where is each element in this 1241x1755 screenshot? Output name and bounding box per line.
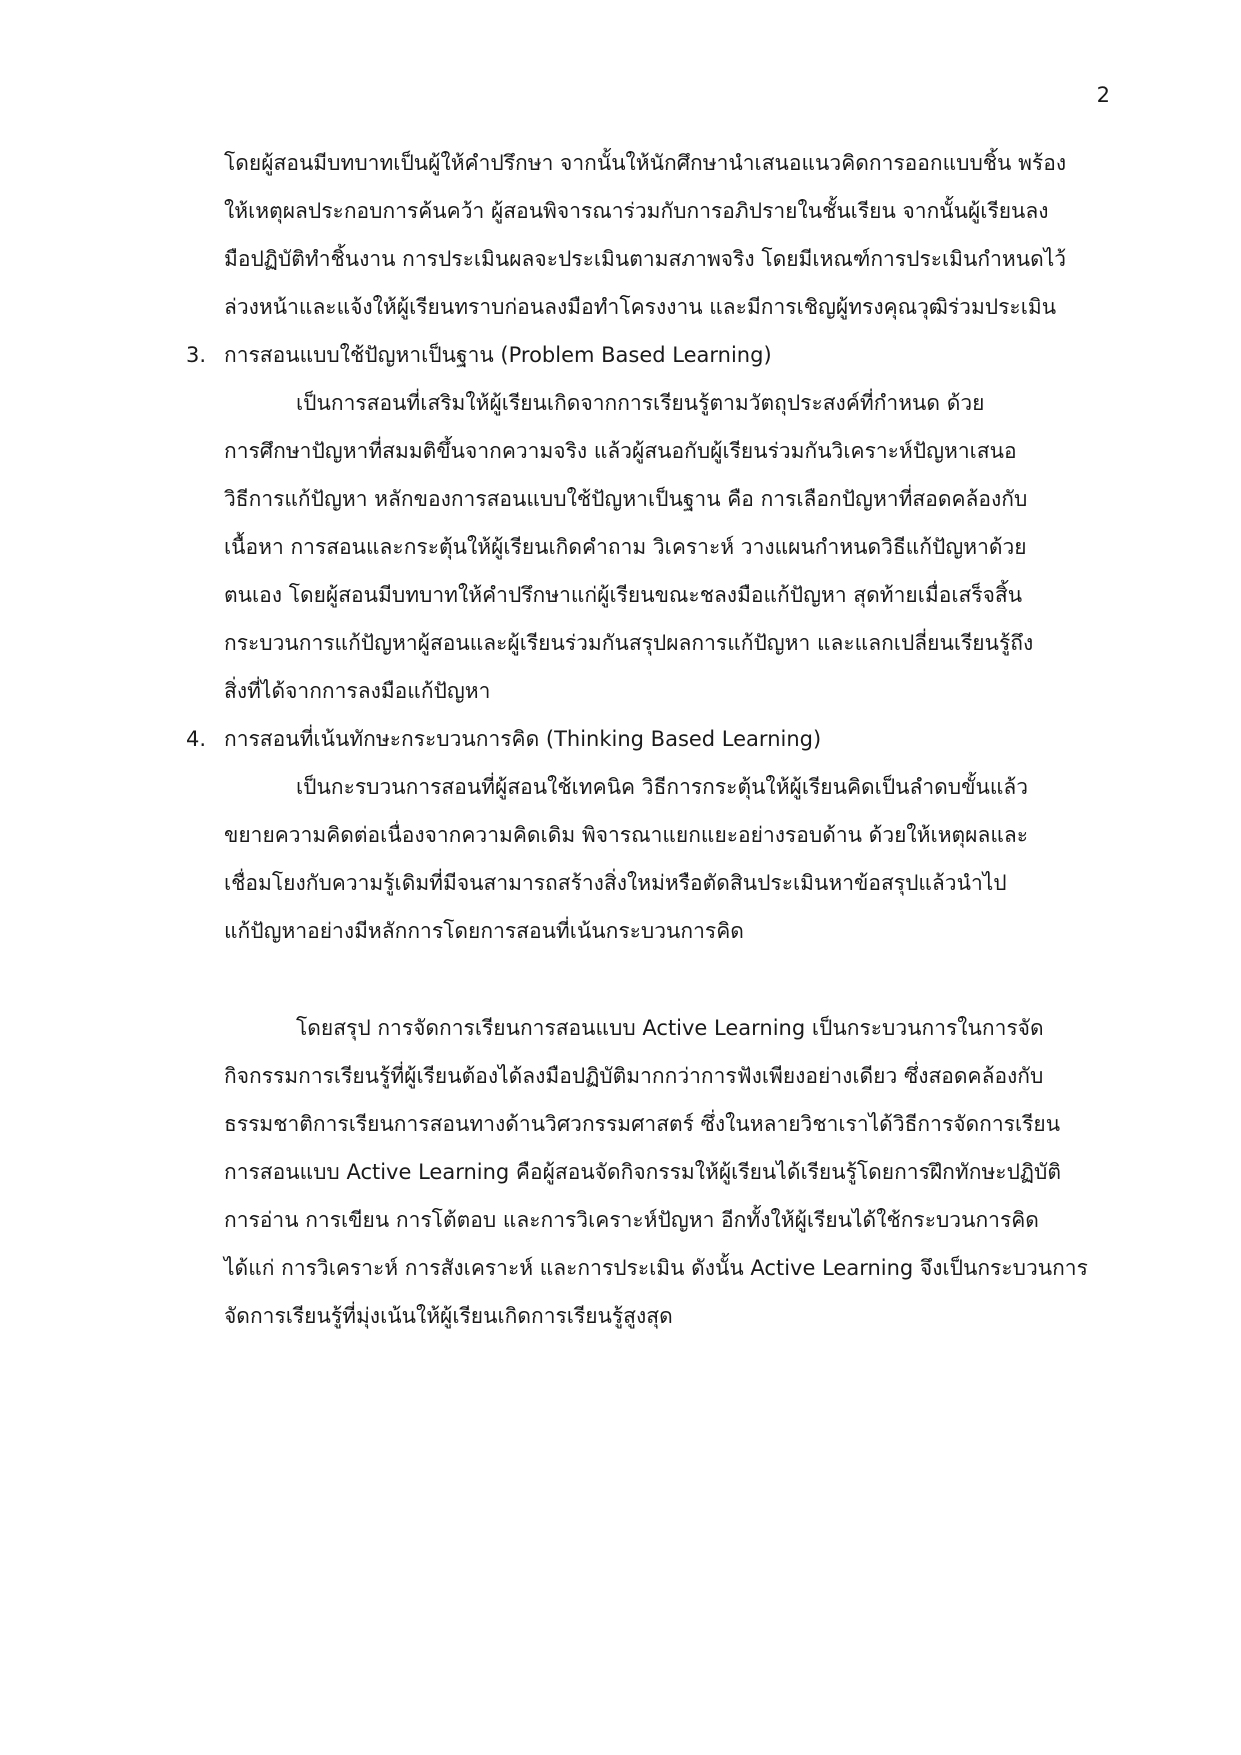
item-3-line-5: ตนเอง โดยผู้สอนมีบทบาทให้คำปรึกษาแก่ผู้เรียนขณะชลงมือแก้ปัญหา สุดท้ายเมื่อเสร็จสิ้น — [224, 583, 1023, 607]
item-3-line-2: การศึกษาปัญหาที่สมมติขึ้นจากความจริง แล้วผู้สนอกับผู้เรียนร่วมกันวิเคราะห์ปัญหาเสนอ — [224, 439, 1017, 463]
summary-line-7: จัดการเรียนรู้ที่มุ่งเน้นให้ผู้เรียนเกิดการเรียนรู้สูงสุด — [224, 1304, 673, 1328]
summary-line-4: การสอนแบบ Active Learning คือผู้สอนจัดกิจกรรมให้ผู้เรียนได้เรียนรู้โดยการฝึกทักษะปฏิบัติ — [224, 1160, 1061, 1184]
item-3-line-7: สิ่งที่ได้จากการลงมือแก้ปัญหา — [224, 679, 491, 703]
item-4-line-2: ขยายความคิดต่อเนื่องจากความคิดเดิม พิจารณาแยกแยะอย่างรอบด้าน ด้วยให้เหตุผลและ — [224, 823, 1029, 847]
intro-line-4: ล่วงหน้าและแจ้งให้ผู้เรียนทราบก่อนลงมือทำโครงงาน และมีการเชิญผู้ทรงคุณวุฒิร่วมประเมิน — [224, 295, 1057, 319]
item-4-title: การสอนที่เน้นทักษะกระบวนการคิด (Thinking Based Learning) — [224, 727, 822, 751]
item-3-number: 3. — [186, 343, 207, 367]
page-number: 2 — [1096, 83, 1110, 107]
item-3-line-4: เนื้อหา การสอนและกระตุ้นให้ผู้เรียนเกิดคำถาม วิเคราะห์ วางแผนกำหนดวิธีแก้ปัญหาด้วย — [224, 535, 1027, 559]
item-3-line-6: กระบวนการแก้ปัญหาผู้สอนและผู้เรียนร่วมกันสรุปผลการแก้ปัญหา และแลกเปลี่ยนเรียนรู้ถึง — [224, 631, 1034, 655]
item-4-line-4: แก้ปัญหาอย่างมีหลักการโดยการสอนที่เน้นกระบวนการคิด — [224, 919, 744, 943]
item-3-title: การสอนแบบใช้ปัญหาเป็นฐาน (Problem Based Learning) — [224, 343, 772, 367]
item-4-line-1: เป็นกะรบวนการสอนที่ผู้สอนใช้เทคนิค วิธีการกระตุ้นให้ผู้เรียนคิดเป็นลำดบขั้นแล้ว — [296, 775, 1029, 799]
summary-line-2: กิจกรรมการเรียนรู้ที่ผู้เรียนต้องได้ลงมือปฏิบัติมากกว่าการฟังเพียงอย่างเดียว ซึ่งสอดคล้องกับ — [224, 1064, 1044, 1088]
item-4-line-3: เชื่อมโยงกับความรู้เดิมที่มีจนสามารถสร้างสิ่งใหม่หรือตัดสินประเมินหาข้อสรุปแล้วนำไป — [224, 871, 1007, 895]
item-4-number: 4. — [186, 727, 207, 751]
intro-line-2: ให้เหตุผลประกอบการค้นคว้า ผู้สอนพิจารณาร่วมกับการอภิปรายในชั้นเรียน จากนั้นผู้เรียนลง — [224, 199, 1049, 223]
intro-line-1: โดยผู้สอนมีบทบาทเป็นผู้ให้คำปรึกษา จากนั้นให้นักศึกษานำเสนอแนวคิดการออกแบบชิ้น พร้อง — [224, 151, 1067, 175]
summary-line-1: โดยสรุป การจัดการเรียนการสอนแบบ Active Learning เป็นกระบวนการในการจัด — [296, 1016, 1044, 1040]
intro-line-3: มือปฏิบัติทำชิ้นงาน การประเมินผลจะประเมินตามสภาพจริง โดยมีเหณฑ์การประเมินกำหนดไว้ — [224, 247, 1067, 271]
item-3-line-1: เป็นการสอนที่เสริมให้ผู้เรียนเกิดจากการเรียนรู้ตามวัตถุประสงค์ที่กำหนด ด้วย — [296, 391, 985, 415]
summary-line-3: ธรรมชาติการเรียนการสอนทางด้านวิศวกรรมศาสตร์ ซึ่งในหลายวิชาเราได้วิธีการจัดการเรียน — [224, 1112, 1061, 1136]
summary-line-6: ได้แก่ การวิเคราะห์ การสังเคราะห์ และการประเมิน ดังนั้น Active Learning จึงเป็นกระบวนการ — [224, 1256, 1088, 1280]
summary-line-5: การอ่าน การเขียน การโต้ตอบ และการวิเคราะห์ปัญหา อีกทั้งให้ผู้เรียนได้ใช้กระบวนการคิด — [224, 1208, 1039, 1232]
item-3-line-3: วิธีการแก้ปัญหา หลักของการสอนแบบใช้ปัญหาเป็นฐาน คือ การเลือกปัญหาที่สอดคล้องกับ — [224, 487, 1028, 511]
